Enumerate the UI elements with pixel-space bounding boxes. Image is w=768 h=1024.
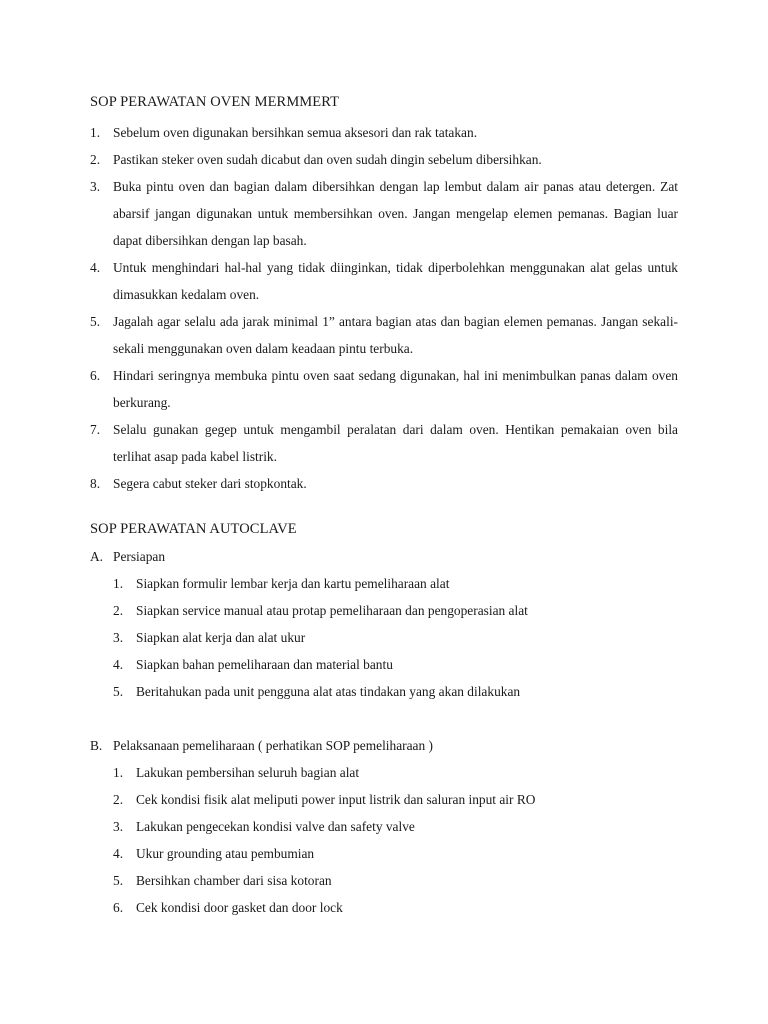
oven-step-text: Selalu gunakan gegep untuk mengambil peralatan dari dalam oven. Hentikan pemakaian oven bila terlihat asap pada kabel listrik.: [113, 422, 678, 464]
step-text: Cek kondisi door gasket dan door lock: [136, 900, 343, 915]
oven-step-number: 6.: [90, 368, 101, 383]
step-number: 2.: [113, 792, 124, 807]
oven-step: [90, 254, 678, 308]
step-text: Lakukan pembersihan seluruh bagian alat: [136, 765, 360, 780]
oven-step-text: Jagalah agar selalu ada jarak minimal 1” antara bagian atas dan bagian elemen pemanas. Jangan sekali-sekali menggunakan oven dalam keadaan pintu terbuka.: [113, 314, 678, 356]
step-text: Siapkan alat kerja dan alat ukur: [136, 630, 306, 645]
oven-section-title: SOP PERAWATAN OVEN MERMMERT: [90, 94, 340, 110]
oven-step: [90, 470, 678, 497]
oven-step: [90, 362, 678, 416]
step-number: 2.: [113, 603, 124, 618]
step-text: Siapkan formulir lembar kerja dan kartu pemeliharaan alat: [136, 576, 450, 591]
oven-step: [90, 119, 678, 146]
oven-step-text: Hindari seringnya membuka pintu oven saat sedang digunakan, hal ini menimbulkan panas dalam oven berkurang.: [113, 368, 678, 410]
oven-step-text: Sebelum oven digunakan bersihkan semua aksesori dan rak tatakan.: [113, 125, 478, 140]
part-b-steps: [90, 759, 678, 921]
oven-step-number: 5.: [90, 314, 101, 329]
part-a-label: Persiapan: [113, 549, 166, 564]
step-text: Cek kondisi fisik alat meliputi power input listrik dan saluran input air RO: [136, 792, 536, 807]
oven-step-number: 4.: [90, 260, 101, 275]
part-a-step: [90, 651, 678, 678]
step-number: 3.: [113, 819, 124, 834]
part-a-header: [90, 543, 678, 570]
part-b-label: Pelaksanaan pemeliharaan ( perhatikan SOP pemeliharaan ): [113, 738, 434, 753]
oven-step: [90, 416, 678, 470]
part-a-letter: A.: [90, 549, 104, 564]
part-b-step: [90, 786, 678, 813]
step-number: 4.: [113, 846, 124, 861]
step-number: 3.: [113, 630, 124, 645]
oven-step-number: 7.: [90, 422, 101, 437]
oven-step: [90, 146, 678, 173]
step-text: Siapkan bahan pemeliharaan dan material bantu: [136, 657, 393, 672]
part-b-step: [90, 759, 678, 786]
oven-step-text: Pastikan steker oven sudah dicabut dan oven sudah dingin sebelum dibersihkan.: [113, 152, 542, 167]
oven-step-number: 2.: [90, 152, 101, 167]
part-b-step: [90, 894, 678, 921]
oven-step-text: Buka pintu oven dan bagian dalam dibersihkan dengan lap lembut dalam air panas atau detergen. Zat abarsif jangan digunakan untuk membersihkan oven. Jangan mengelap elemen pemanas. Bagian luar dapat dibersihkan dengan lap basah.: [113, 179, 678, 248]
step-number: 1.: [113, 765, 124, 780]
oven-step-text: Segera cabut steker dari stopkontak.: [113, 476, 307, 491]
step-text: Lakukan pengecekan kondisi valve dan safety valve: [136, 819, 415, 834]
oven-step-number: 8.: [90, 476, 101, 491]
step-number: 6.: [113, 900, 124, 915]
part-b-step: [90, 840, 678, 867]
part-a-step: [90, 624, 678, 651]
part-a-step: [90, 678, 678, 705]
autoclave-part-a: [90, 543, 678, 705]
step-text: Beritahukan pada unit pengguna alat atas tindakan yang akan dilakukan: [136, 684, 521, 699]
autoclave-section-title: SOP PERAWATAN AUTOCLAVE: [90, 521, 297, 537]
step-text: Siapkan service manual atau protap pemeliharaan dan pengoperasian alat: [136, 603, 528, 618]
part-b-header: [90, 732, 678, 759]
autoclave-part-b: [90, 732, 678, 921]
oven-step-number: 1.: [90, 125, 101, 140]
oven-step: [90, 308, 678, 362]
oven-step-number: 3.: [90, 179, 101, 194]
oven-procedure-list: [90, 119, 678, 497]
part-a-step: [90, 597, 678, 624]
part-b-step: [90, 813, 678, 840]
step-number: 5.: [113, 873, 124, 888]
step-number: 5.: [113, 684, 124, 699]
step-number: 4.: [113, 657, 124, 672]
step-text: Ukur grounding atau pembumian: [136, 846, 315, 861]
oven-step-text: Untuk menghindari hal-hal yang tidak diinginkan, tidak diperbolehkan menggunakan alat gelas untuk dimasukkan kedalam oven.: [113, 260, 678, 302]
step-text: Bersihkan chamber dari sisa kotoran: [136, 873, 332, 888]
step-number: 1.: [113, 576, 124, 591]
part-a-steps: [90, 570, 678, 705]
oven-step: [90, 173, 678, 254]
part-b-step: [90, 867, 678, 894]
part-a-step: [90, 570, 678, 597]
part-b-letter: B.: [90, 738, 103, 753]
